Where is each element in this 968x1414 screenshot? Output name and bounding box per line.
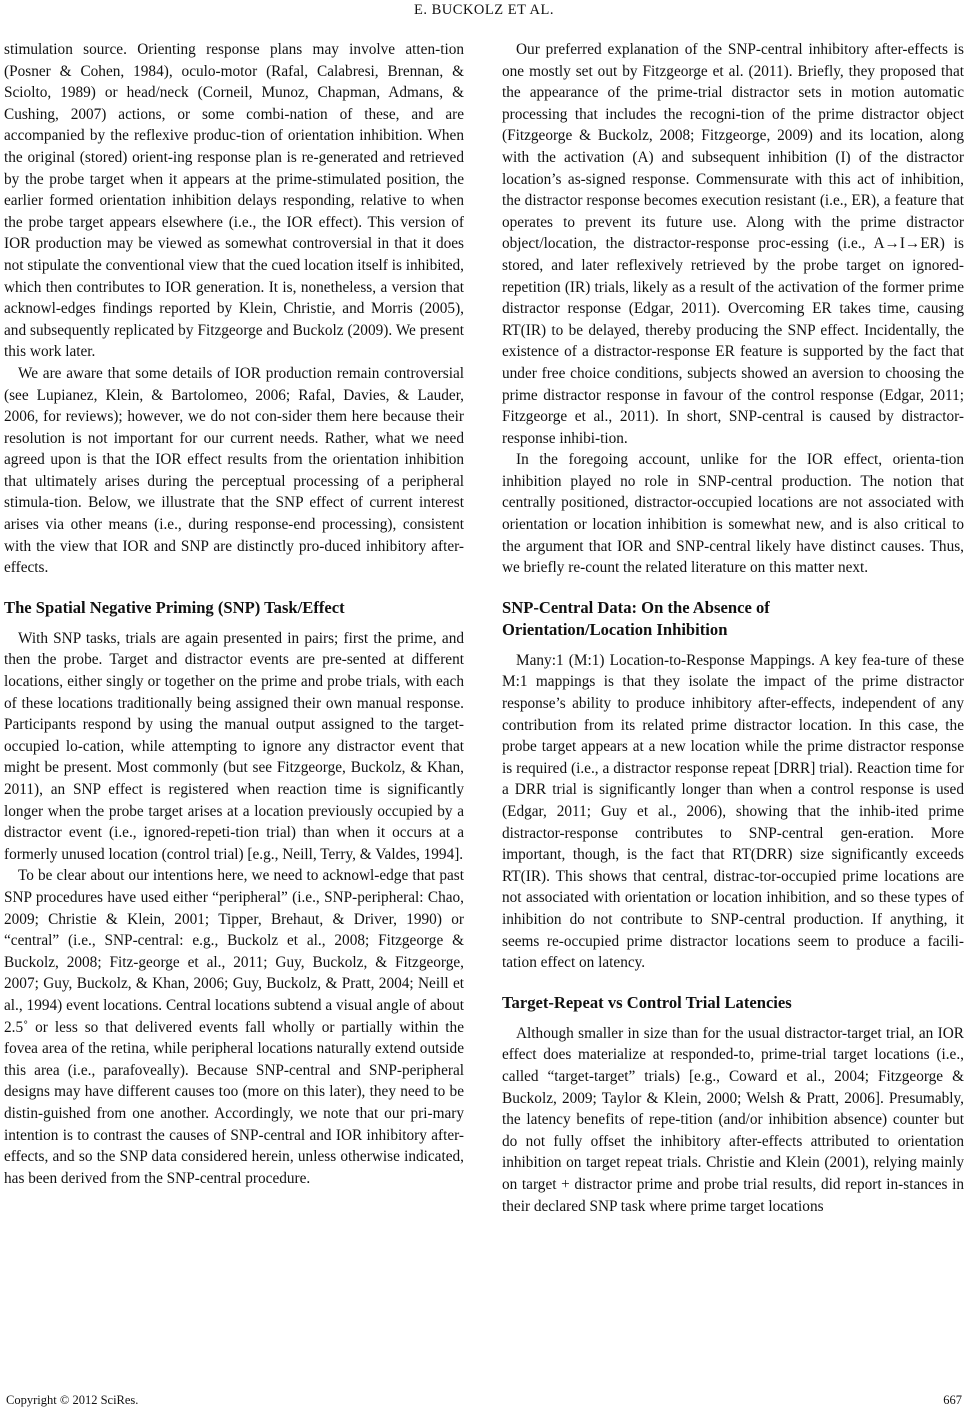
body-paragraph: Although smaller in size than for the usual distractor-target trial, an IOR effect does materialize at responded-to, prime-trial target locations (i.e., called “target-target” trials) [e.g., Coward et al., 2004; Fitzgeorge & Buckolz, 2009; Taylor & Klein, 2000; Welsh & Pratt, 2006]. Presumably, the latency benefits of repe-tition (and/or inhibition absence) counter but do not fully offset the inhibitory after-effects attributed to orientation inhibition on target repeat trials. Christie and Klein (2001), relying mainly on target + distractor prime and probe trial results, did report in-stances in their declared SNP task where prime target locations: [502, 1024, 964, 1215]
body-paragraph: With SNP tasks, trials are again presented in pairs; first the prime, and then the probe. Target and distractor events are pre-sented at different locations, either singly or together on the prime and probe trials, with each of these locations traditionally being assigned their own manual response. Participants respond by using the manual output assigned to the target-occupied lo-cation, while attempting to ignore any distractor event that might be present. Most commonly (but see Fitzgeorge, Buckolz, & Khan, 2011), an SNP effect is registered when reaction time is significantly longer when the probe target arises at a location previously occupied by a distractor event (i.e., ignored-repeti-tion trial) than when it occurs at a formerly unused location (control trial) [e.g., Neill, Terry, & Valdes, 1994].: [4, 629, 464, 863]
left-column: [4, 39, 464, 1189]
body-paragraph: To be clear about our intentions here, we need to acknowl-edge that past SNP procedures have used either “peripheral” (i.e., SNP-peripheral: Chao, 2009; Christie & Klein, 2001; Tipper, Brehaut, & Driver, 1990) or “central” (i.e., SNP-central: e.g., Buckolz et al., 2008; Fitzgeorge & Buckolz, 2008; Fitz-george et al., 2011; Guy, Buckolz, & Fitzgeorge, 2007; Guy, Buckolz, & Khan, 2006; Guy, Buckolz, & Pratt, 2004; Neill et al., 1994) event locations. Central locations subtend a visual angle of about 2.5˚ or less so that delivered events fall wholly or partially within the fovea area of the retina, while peripheral locations naturally extend outside this area (i.e., parafoveally). Because SNP-central and SNP-peripheral designs may have different causes too (more on this later), they need to be distin-guished from one another. Accordingly, we note that our pri-mary intention is to contrast the causes of SNP-central and IOR inhibitory after-effects, and so the SNP data considered herein, unless otherwise indicated, has been derived from the SNP-central procedure.: [4, 867, 464, 1187]
section-heading-line: Orientation/Location Inhibition: [502, 619, 728, 639]
section-heading: Target-Repeat vs Control Trial Latencies: [502, 992, 792, 1012]
body-paragraph: In the foregoing account, unlike for the IOR effect, orienta-tion inhibition played no role in SNP-central production. The notion that centrally positioned, distractor-occupied locations are not associated with orientation or location inhibition is somewhat new, and is also critical to the argument that IOR and SNP-central likely have distinct causes. Thus, we briefly re-count the related literature on this matter next.: [502, 451, 964, 577]
body-paragraph: Many:1 (M:1) Location-to-Response Mappings. A key fea-ture of these M:1 mappings is that they isolate the impact of the prime distractor response’s ability to produce inhibitory after-effects, independent of any contribution from its related prime distractor location. In this case, the probe target appears at a new location while the prime distractor response is required (i.e., a distractor response repeat [DRR] trial). Reaction time for a DRR trial is significantly longer than when a control response is used (Edgar, 2011; Guy et al., 2006), showing that the inhib-ited prime distractor-response contributes to SNP-central gen-eration. More important, though, is the fact that RT(DRR) size significantly exceeds RT(IR). This shows that central, distrac-tor-occupied prime locations are not associated with orientation or location inhibition, and so these types of inhibition do not contribute to SNP-central production. If anything, it seems re-occupied prime distractor locations seem to produce a facili-tation effect on latency.: [502, 651, 964, 972]
section-heading: [502, 597, 964, 641]
page-number: 667: [943, 1393, 962, 1407]
body-paragraph: Our preferred explanation of the SNP-central inhibitory after-effects is one mostly set out by Fitzgeorge et al. (2011). Briefly, they proposed that the appearance of the prime-trial distractor sets in motion automatic processing that includes the recogni-tion of the prime distractor object (Fitzgeorge & Buckolz, 2008; Fitzgeorge, 2009) and its location, along with the activation (A) and subsequent inhibition (I) of the distractor location’s as-signed response. Commensurate with this act of inhibition, the distractor response becomes execution resistant (i.e., ER), a feature that operates to prevent its future use. Along with the prime distractor object/location, the distractor-response proc-essing (i.e., A→I→ER) is stored, and later reflexively retrieved by the probe target on ignored-repetition (IR) trials, likely as a result of the activation of the former prime distractor response (Edgar, 2011). Overcoming ER takes time, causing RT(IR) to be delayed, thereby producing the SNP effect. Incidentally, the existence of a distractor-response ER feature is supported by the fact that under free choice conditions, subjects showed an aversion to choosing the prime distractor response in favour of the control response (Edgar, 2011; Fitzgeorge et al., 2011). In short, SNP-central is caused by distractor-response inhibi-tion.: [502, 41, 964, 447]
running-header: E. BUCKOLZ ET AL.: [414, 2, 554, 18]
section-heading-line: SNP-Central Data: On the Absence of: [502, 597, 770, 617]
right-column: [502, 39, 964, 1217]
copyright-footer: Copyright © 2012 SciRes.: [6, 1393, 139, 1407]
body-paragraph: stimulation source. Orienting response plans may involve atten-tion (Posner & Cohen, 1984), oculo-motor (Rafal, Calabresi, Brennan, & Sciolto, 1989) or head/neck (Corneil, Munoz, Chapman, Admans, & Cushing, 2007) actions, or some combi-nation of these, and are accompanied by the reflexive produc-tion of orientation inhibition. When the original (stored) orient-ing response plan is re-generated and retrieved by the probe target when it appears at the prime-stimulated position, the earlier formed orientation inhibition delays responding, relative to when the probe target appears elsewhere (i.e., the IOR effect). This version of IOR production may be viewed as somewhat controversial in that it does not stipulate the conventional view that the cued location itself is inhibited, which then contributes to IOR generation. It is, nonetheless, a version that acknowl-edges findings reported by Klein, Christie, and Morris (2005), and subsequently replicated by Fitzgeorge and Buckolz (2009). We present this work later.: [4, 41, 464, 361]
body-paragraph: We are aware that some details of IOR production remain controversial (see Lupianez, Klein, & Bartolomeo, 2006; Rafal, Davies, & Lauder, 2006, for reviews); however, we do not con-sider them here because their resolution is not important for our current needs. Rather, what we need agreed upon is that the IOR effect results from the orientation inhibition that ultimately arises during the perceptual processing of a peripheral stimula-tion. Below, we illustrate that the SNP effect of current interest arises via other means (i.e., during response-end processing), consistent with the view that IOR and SNP are distinctly pro-duced inhibitory after-effects.: [4, 364, 464, 577]
section-heading: The Spatial Negative Priming (SNP) Task/Effect: [4, 597, 345, 617]
